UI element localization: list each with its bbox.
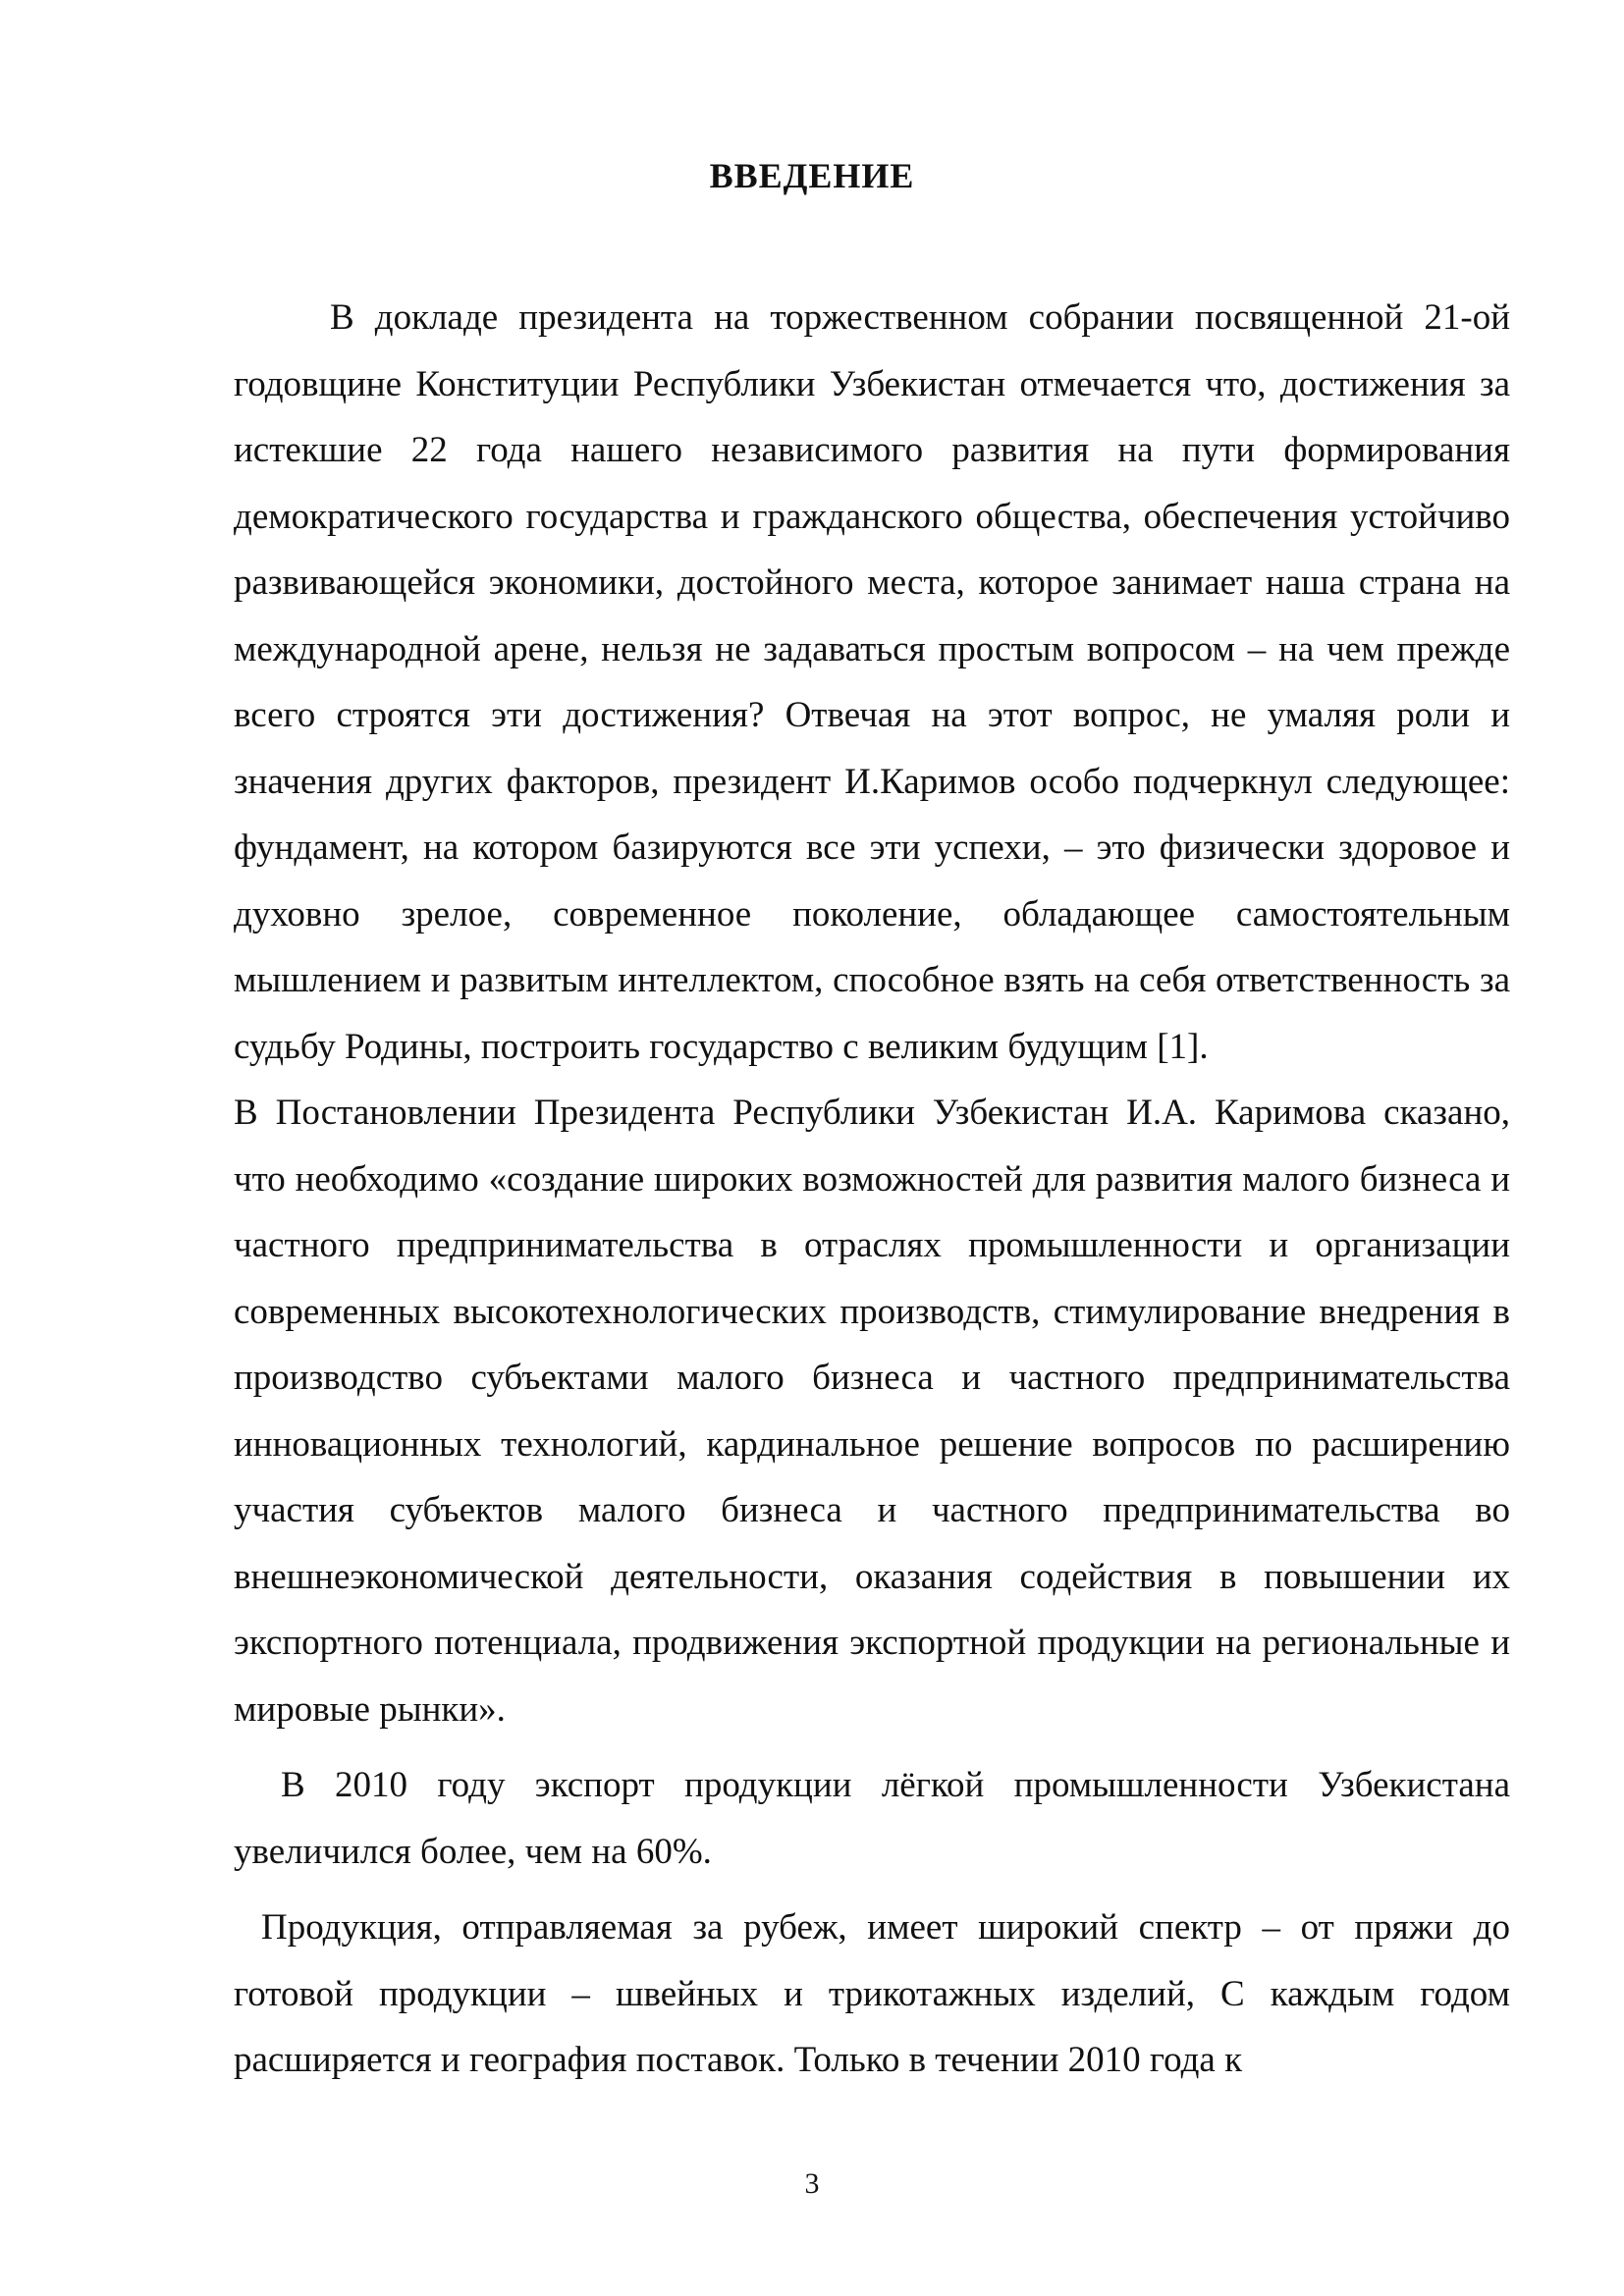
page-title: ВВЕДЕНИЕ <box>709 156 915 195</box>
paragraph-presidential-decree: В Постановлении Президента Республики Узбекистан И.А. Каримова сказано, что необходимо «создание широких возможностей для развития малого бизнеса и частного предпринимательства в отраслях промышленности и организации современных высокотехнологических производств, стимулирование внедрения в производство субъектами малого бизнеса и частного предпринимательства инновационных технологий, кардинальное решение вопросов по расширению участия субъектов малого бизнеса и частного предпринимательства во внешнеэкономической деятельности, оказания содействия в повышении их экспортного потенциала, продвижения экспортной продукции на региональные и мировые рынки». <box>234 1093 1510 1730</box>
document-body <box>234 285 1510 2094</box>
paragraph-export-growth: В 2010 году экспорт продукции лёгкой промышленности Узбекистана увеличился более, чем на 60%. <box>234 1765 1510 1872</box>
page-number: 3 <box>804 2167 820 2200</box>
paragraph-export-products: Продукция, отправляемая за рубеж, имеет широкий спектр – от пряжи до готовой продукции – швейных и трикотажных изделий, С каждым годом расширяется и география поставок. Только в течении 2010 года к <box>234 1907 1510 2080</box>
paragraph-constitution-report: В докладе президента на торжественном собрании посвященной 21-ой годовщине Конституции Республики Узбекистан отмечается что, достижения за истекшие 22 года нашего независимого развития на пути формирования демократического государства и гражданского общества, обеспечения устойчиво развивающейся экономики, достойного места, которое занимает наша страна на международной арене, нельзя не задаваться простым вопросом – на чем прежде всего строятся эти достижения? Отвечая на этот вопрос, не умаляя роли и значения других факторов, президент И.Каримов особо подчеркнул следующее: фундамент, на котором базируются все эти успехи, – это физически здоровое и духовно зрелое, современное поколение, обладающее самостоятельным мышлением и развитым интеллектом, способное взять на себя ответственность за судьбу Родины, построить государство с великим будущим [1]. <box>234 297 1510 1067</box>
